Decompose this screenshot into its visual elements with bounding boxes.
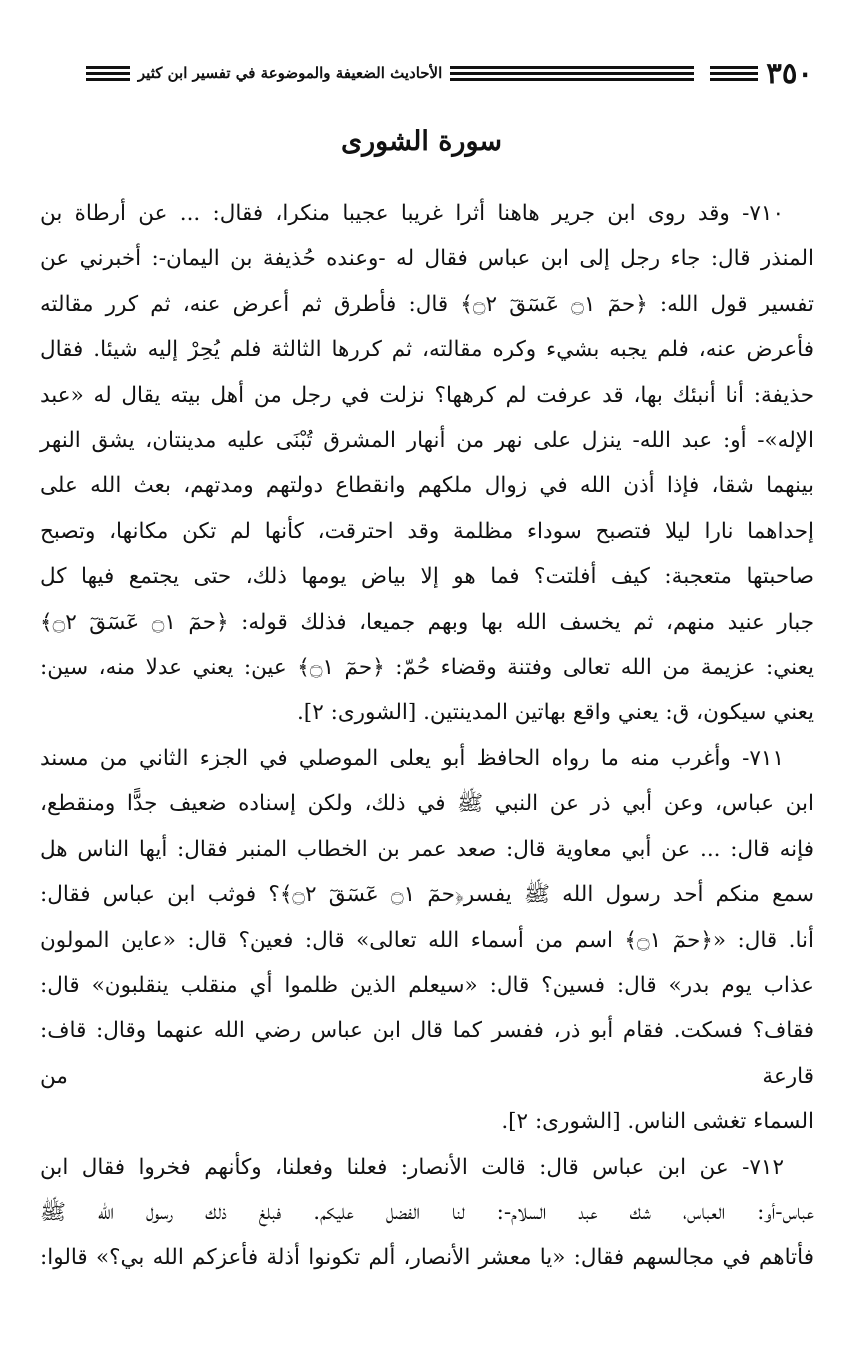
paragraph-711 [40,736,814,1145]
running-header [30,56,813,90]
text-line: جبار عنيد منهم، ثم يخسف الله بها وبهم جميعا، فذلك قوله: ﴿حمٓ ۝١ عٓسٓقٓ ۝٢﴾ [40,609,814,635]
header-rule-right [710,66,758,81]
text-line: فإنه قال: ... عن أبي معاوية قال: صعد عمر بن الخطاب المنبر فقال: أيها الناس هل [40,836,814,862]
text-line: حذيفة: أنا أنبئك بها، قد عرفت لم كرهها؟ نزلت في رجل من أهل بيته يقال له «عبد [40,382,814,408]
paragraph-710 [40,191,814,736]
text-line: أنا. قال: «﴿حمٓ ۝١﴾ اسم من أسماء الله تعالى» قال: فعين؟ قال: «عاين المولون [40,927,815,953]
header-rule-middle [450,66,694,81]
text-line: فقاف؟ فسكت. فقام أبو ذر، ففسر كما قال ابن عباس رضي الله عنهما وقال: قاف: قارعة من [40,1018,814,1089]
text-line: عباس-أو: العباس، شك عبد السلام-: لنا الفضل عليكم. فبلغ ذلك رسول الله ﷺ [40,1199,814,1225]
text-line: صاحبتها متعجبة: كيف أفلتت؟ فما هو إلا بياض يومها ذلك، حتى يجتمع فيها كل [40,564,814,590]
text-line: إحداهما نارا ليلا فتصبح سوداء مظلمة وقد احترقت، كأنها لم تكن مكانها، وتصبح [40,518,814,544]
paragraph-712 [40,1145,814,1281]
text-line: السماء تغشى الناس. [الشورى: ٢]. [501,1109,814,1135]
text-line: المنذر قال: جاء رجل إلى ابن عباس فقال له -وعنده حُذيفة بن اليمان-: أخبرني عن [40,246,814,272]
surah-title: سورة الشورى [340,126,503,157]
text-line: عذاب يوم بدر» قال: فسين؟ قال: «سيعلم الذين ظلموا أي منقلب ينقلبون» قال: [40,972,814,998]
text-line: تفسير قول الله: ﴿حمٓ ۝١ عٓسٓقٓ ۝٢﴾ قال: فأطرق ثم أعرض عنه، ثم كرر مقالته [40,291,814,317]
text-line: الإله»- أو: عبد الله- ينزل على نهر من أنهار المشرق تُبْنَى عليه مدينتان، يشق النهر [40,428,814,454]
text-line: يعني: عزيمة من الله تعالى وفتنة وقضاء حُمّ: ﴿حمٓ ۝١﴾ عين: يعني عدلا منه، سين: [40,655,814,681]
text-line: بينهما شقا، فإذا أذن الله في زوال ملكهم وانقطاع دولتهم ومدتهم، بعث الله على [40,473,814,499]
text-line: فأتاهم في مجالسهم فقال: «يا معشر الأنصار، ألم تكونوا أذلة فأعزكم الله بي؟» قالوا: [40,1245,814,1271]
body-text [40,191,814,1281]
text-line: ٧١١- وأغرب منه ما رواه الحافظ أبو يعلى الموصلي في الجزء الثاني من مسند [40,745,784,771]
text-line: يعني سيكون، ق: يعني واقع بهاتين المدينتين. [الشورى: ٢]. [296,700,814,726]
header-rule-left [86,66,130,81]
text-line: سمع منكم أحد رسول الله ﷺ يفسر﴿حمٓ ۝١ عٓسٓقٓ ۝٢﴾؟ فوثب ابن عباس فقال: [40,882,814,908]
running-title: الأحاديث الضعيفة والموضوعة في تفسير ابن كثير [137,64,443,82]
text-line: ابن عباس، وعن أبي ذر عن النبي ﷺ في ذلك، ولكن إسناده ضعيف جدًّا ومنقطع، [40,791,814,817]
page-number: ٣٥٠ [766,55,813,90]
text-line: فأعرض عنه، فلم يجبه بشيء وكره مقالته، ثم كررها الثالثة فلم يُحِرْ إليه شيئا. فقال [40,337,814,363]
text-line: ٧١٠- وقد روى ابن جرير هاهنا أثرا غريبا عجيبا منكرا، فقال: ... عن أرطاة بن [40,201,784,226]
text-line: ٧١٢- عن ابن عباس قال: قالت الأنصار: فعلنا وفعلنا، وكأنهم فخروا فقال ابن [40,1154,784,1180]
